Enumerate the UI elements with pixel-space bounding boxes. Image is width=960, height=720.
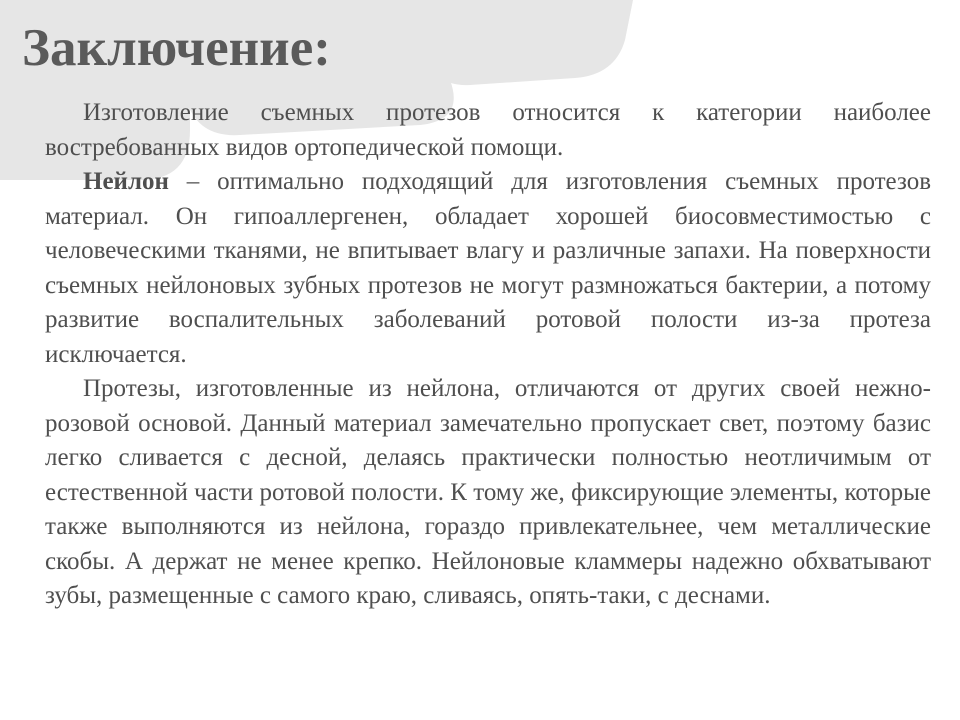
decor-shape-right [402,0,635,85]
paragraph-prostheses-text: Протезы, изготовленные из нейлона, отличаются от других своей нежно-розовой основой. Данный материал замечательно пропускает свет, поэтому базис легко сливается с десной, делаясь практически полностью неотличимым от естественной части ротовой полости. К тому же, фиксирующие элементы, которые также выполняются из нейлона, гораздо привлекательнее, чем металлические скобы. А держат не менее крепко. Нейлоновые кламмеры надежно обхватывают зубы, размещенные с самого краю, сливаясь, опять-таки, с деснами. [45,375,931,609]
paragraph-nylon-bold-lead: Нейлон [83,168,169,195]
paragraph-prostheses [45,372,931,614]
paragraph-intro [45,96,931,165]
slide-title: Заключение: [22,19,331,77]
paragraph-nylon [45,165,931,372]
paragraph-nylon-text: – оптимально подходящий для изготовления съемных протезов материал. Он гипоаллергенен, обладает хорошей биосовместимостью с человеческими тканями, не впитывает влагу и различные запахи. На поверхности съемных нейлоновых зубных протезов не могут размножаться бактерии, а потому развитие воспалительных заболеваний ротовой полости из-за протеза исключается. [45,168,931,368]
body-text [45,96,931,614]
paragraph-intro-text: Изготовление съемных протезов относится к категории наиболее востребованных видов ортопедической помощи. [45,99,931,161]
